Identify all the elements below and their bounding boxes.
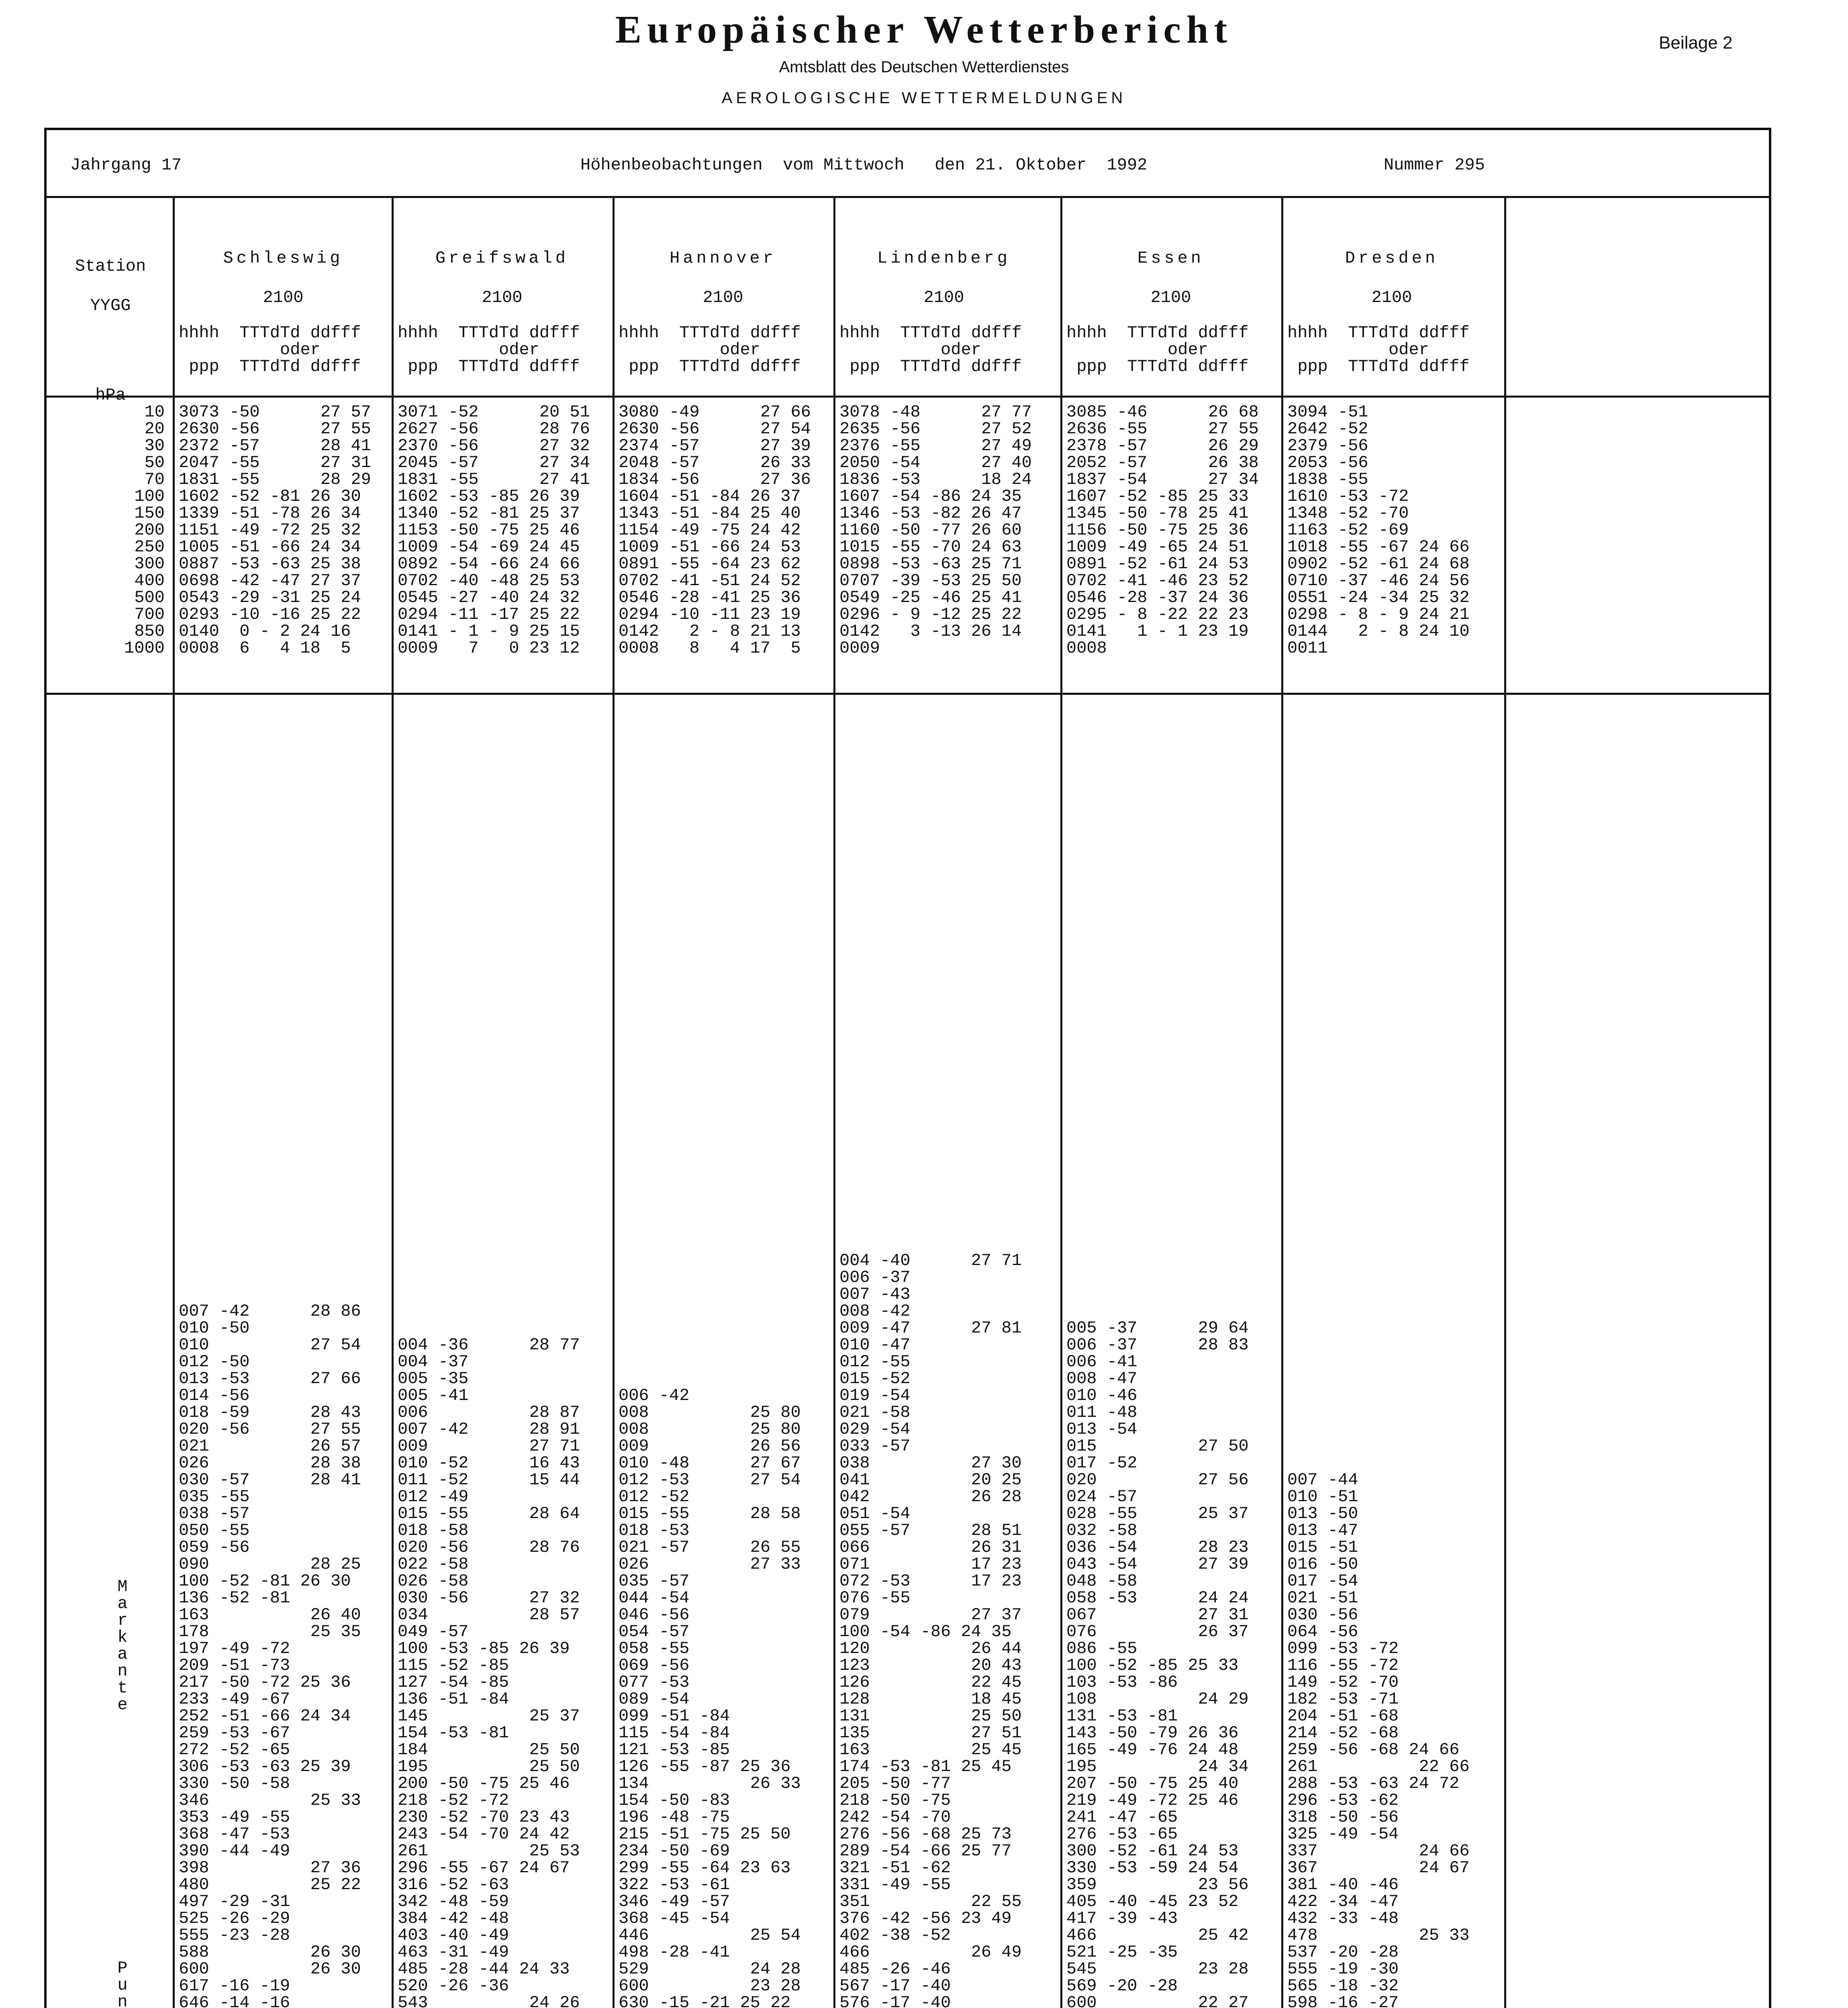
markante-vertical-label: M a r k a n t e: [117, 1577, 128, 1714]
standard-levels: 3080 -49 27 66 2630 -56 27 54 2374 -57 27 39 2048 -57 26 33 1834 -56 27 36 1604 -51 -84 26 37 1343 -51 -84 25 40 1154 -49 -75 24 42 1009 -51 -66 24 53 0891 -55 -64 23 62 0702 -41 -51 24 52 0546 -28 -41 25 36 0294 -10 -11 23 19 0142 2 - 8 21 13 0008 8 4 17 5: [619, 402, 811, 658]
column-header: hhhh TTTdTd ddfff oder ppp TTTdTd ddfff: [1287, 323, 1470, 376]
column-header: hhhh TTTdTd ddfff oder ppp TTTdTd ddfff: [179, 323, 361, 376]
station-time: 2100: [263, 288, 304, 307]
rule-col-3: [833, 196, 835, 2008]
standard-levels: 3078 -48 27 77 2635 -56 27 52 2376 -55 27 49 2050 -54 27 40 1836 -53 18 24 1607 -54 -86 24 35 1346 -53 -82 26 47 1160 -50 -77 26 60 1015 -55 -70 24 63 0898 -53 -63 25 71 0707 -39 -53 25 50 0549 -25 -46 25 41 0296 - 9 -12 25 22 0142 3 -13 26 14 0009: [839, 402, 1032, 658]
rule-info-bottom: [44, 196, 1771, 198]
hpa-levels: 10 20 30 50 70 100 150 200 250 300 400 500 700 850 1000: [124, 402, 165, 658]
station-name: Schleswig: [223, 249, 343, 268]
station-name: Lindenberg: [877, 249, 1011, 268]
station-name: Greifswald: [435, 249, 569, 268]
standard-levels: 3071 -52 20 51 2627 -56 28 76 2370 -56 27 32 2045 -57 27 34 1831 -55 27 41 1602 -53 -85 26 39 1340 -52 -81 25 37 1153 -50 -75 25 46 1009 -54 -69 24 45 0892 -54 -66 24 66 0702 -40 -48 25 53 0545 -27 -40 24 32 0294 -11 -17 25 22 0141 - 1 - 9 25 15 0009 7 0 23 12: [398, 402, 590, 658]
document-subtitle: Amtsblatt des Deutschen Wetterdienstes: [779, 58, 1069, 76]
column-header: hhhh TTTdTd ddfff oder ppp TTTdTd ddfff: [839, 323, 1022, 376]
markante-punkte: 007 -44 010 -51 013 -50 013 -47 015 -51 016 -50 017 -54 021 -51 030 -56 064 -56 099 -53 -72 116 -55 -72 149 -52 -70 182 -53 -71 204 -51 -68 214 -52 -68 259 -56 -68 24 66 261 22 66 288 -53 -63 24 72 296 -53 -62 318 -50 -56 325 -49 -54 337 24 66 367 24 67 381 -40 -46 422 -34 -47 432 -33 -48 478 25 33 537 -20 -28 555 -19 -30 565 -18 -32 598 -16 -27: [1287, 1470, 1470, 2008]
station-time: 2100: [1150, 288, 1191, 307]
station-name: Hannover: [670, 249, 776, 268]
standard-levels: 3073 -50 27 57 2630 -56 27 55 2372 -57 28 41 2047 -55 27 31 1831 -55 28 29 1602 -52 -81 26 30 1339 -51 -78 26 34 1151 -49 -72 25 32 1005 -51 -66 24 34 0887 -53 -63 25 38 0698 -42 -47 27 37 0543 -29 -31 25 24 0293 -10 -16 25 22 0140 0 - 2 24 16 0008 6 4 18 5: [179, 402, 371, 658]
rule-col-1: [392, 196, 394, 2008]
rule-label-column: [173, 196, 175, 2008]
standard-levels: 3085 -46 26 68 2636 -55 27 55 2378 -57 26 29 2052 -57 26 38 1837 -54 27 34 1607 -52 -85 25 33 1345 -50 -78 25 41 1156 -50 -75 25 36 1009 -49 -65 24 51 0891 -52 -61 24 53 0702 -41 -46 23 52 0546 -28 -37 24 36 0295 - 8 -22 22 23 0141 1 - 1 23 19 0008: [1066, 402, 1259, 658]
yygg-label: YYGG: [90, 296, 131, 315]
markante-punkte: 004 -40 27 71 006 -37 007 -43 008 -42 009 -47 27 81 010 -47 012 -55 015 -52 019 -54 021 -58 029 -54 033 -57 038 27 30 041 20 25 042 26 28 051 -54 055 -57 28 51 066 26 31 071 17 23 072 -53 17 23 076 -55 079 27 37 100 -54 -86 24 35 120 26 44 123 20 43 126 22 45 128 18 45 131 25 50 135 27 51 163 25 45 174 -53 -81 25 45 205 -50 -77 218 -50 -75 242 -54 -70 276 -56 -68 25 73 289 -54 -66 25 77 321 -51 -62 331 -49 -55 351 22 55 376 -42 -56 23 49 402 -38 -52 466 26 49 485 -26 -46 567 -17 -40 576 -17 -40: [839, 1251, 1022, 2008]
column-header: hhhh TTTdTd ddfff oder ppp TTTdTd ddfff: [619, 323, 801, 376]
rule-col-5: [1281, 196, 1283, 2008]
markante-punkte: 007 -42 28 86 010 -50 010 27 54 012 -50 013 -53 27 66 014 -56 018 -59 28 43 020 -56 27 55 021 26 57 026 28 38 030 -57 28 41 035 -55 038 -57 050 -55 059 -56 090 28 25 100 -52 -81 26 30 136 -52 -81 163 26 40 178 25 35 197 -49 -72 209 -51 -73 217 -50 -72 25 36 233 -49 -67 252 -51 -66 24 34 259 -53 -67 272 -52 -65 306 -53 -63 25 39 330 -50 -58 346 25 33 353 -49 -55 368 -47 -53 390 -44 -49 398 27 36 480 25 22 497 -29 -31 525 -26 -29 555 -23 -28 588 26 30 600 26 30 617 -16 -19 646 -14 -16: [179, 1302, 361, 2008]
column-header: hhhh TTTdTd ddfff oder ppp TTTdTd ddfff: [398, 323, 580, 376]
document-title: Europäischer Wetterbericht: [615, 8, 1233, 51]
markante-punkte: 005 -37 29 64 006 -37 28 83 006 -41 008 -47 010 -46 011 -48 013 -54 015 27 50 017 -52 020 27 56 024 -57 028 -55 25 37 032 -58 036 -54 28 23 043 -54 27 39 048 -58 058 -53 24 24 067 27 31 076 26 37 086 -55 100 -52 -85 25 33 103 -53 -86 108 24 29 131 -53 -81 143 -50 -79 26 36 165 -49 -76 24 48 195 24 34 207 -50 -75 25 40 219 -49 -72 25 46 241 -47 -65 276 -53 -65 300 -52 -61 24 53 330 -53 -59 24 54 359 23 56 405 -40 -45 23 52 417 -39 -43 466 25 42 521 -25 -35 545 23 28 569 -20 -28 600 22 27: [1066, 1318, 1249, 2008]
station-label: Station: [75, 257, 146, 276]
station-time: 2100: [702, 288, 743, 307]
beilage-label: Beilage 2: [1659, 33, 1733, 53]
station-time: 2100: [1371, 288, 1412, 307]
rule-standard-bottom: [44, 693, 1771, 695]
station-name: Essen: [1137, 249, 1205, 268]
rule-col-6: [1504, 196, 1506, 2008]
station-time: 2100: [923, 288, 964, 307]
rule-col-2: [613, 196, 615, 2008]
observation-date: Höhenbeobachtungen vom Mittwoch den 21. Oktober 1992: [580, 155, 1148, 175]
station-time: 2100: [482, 288, 523, 307]
jahrgang-label: Jahrgang 17: [70, 155, 182, 175]
rule-header-bottom: [44, 396, 1771, 398]
document-subhead: AEROLOGISCHE WETTERMELDUNGEN: [721, 89, 1127, 107]
issue-number: Nummer 295: [1384, 155, 1485, 175]
station-name: Dresden: [1345, 249, 1439, 268]
rule-col-4: [1060, 196, 1062, 2008]
punkte-vertical-label: P u n: [117, 1959, 128, 2008]
standard-levels: 3094 -51 2642 -52 2379 -56 2053 -56 1838 -55 1610 -53 -72 1348 -52 -70 1163 -52 -69 1018 -55 -67 24 66 0902 -52 -61 24 68 0710 -37 -46 24 56 0551 -24 -34 25 32 0298 - 8 - 9 24 21 0144 2 - 8 24 10 0011: [1287, 402, 1470, 658]
markante-punkte: 006 -42 008 25 80 008 25 80 009 26 56 010 -48 27 67 012 -53 27 54 012 -52 015 -55 28 58 018 -53 021 -57 26 55 026 27 33 035 -57 044 -54 046 -56 054 -57 058 -55 069 -56 077 -53 089 -54 099 -51 -84 115 -54 -84 121 -53 -85 126 -55 -87 25 36 134 26 33 154 -50 -83 196 -48 -75 215 -51 -75 25 50 234 -50 -69 299 -55 -64 23 63 322 -53 -61 346 -49 -57 368 -45 -54 446 25 54 498 -28 -41 529 24 28 600 23 28 630 -15 -21 25 22: [619, 1386, 801, 2008]
markante-punkte: 004 -36 28 77 004 -37 005 -35 005 -41 006 28 87 007 -42 28 91 009 27 71 010 -52 16 43 011 -52 15 44 012 -49 015 -55 28 64 018 -58 020 -56 28 76 022 -58 026 -58 030 -56 27 32 034 28 57 049 -57 100 -53 -85 26 39 115 -52 -85 127 -54 -85 136 -51 -84 145 25 37 154 -53 -81 184 25 50 195 25 50 200 -50 -75 25 46 218 -52 -72 230 -52 -70 23 43 243 -54 -70 24 42 261 25 53 296 -55 -67 24 67 316 -52 -63 342 -48 -59 384 -42 -48 403 -40 -49 463 -31 -49 485 -28 -44 24 33 520 -26 -36 543 24 26: [398, 1335, 580, 2008]
column-header: hhhh TTTdTd ddfff oder ppp TTTdTd ddfff: [1066, 323, 1249, 376]
hpa-label: hPa: [95, 386, 126, 405]
